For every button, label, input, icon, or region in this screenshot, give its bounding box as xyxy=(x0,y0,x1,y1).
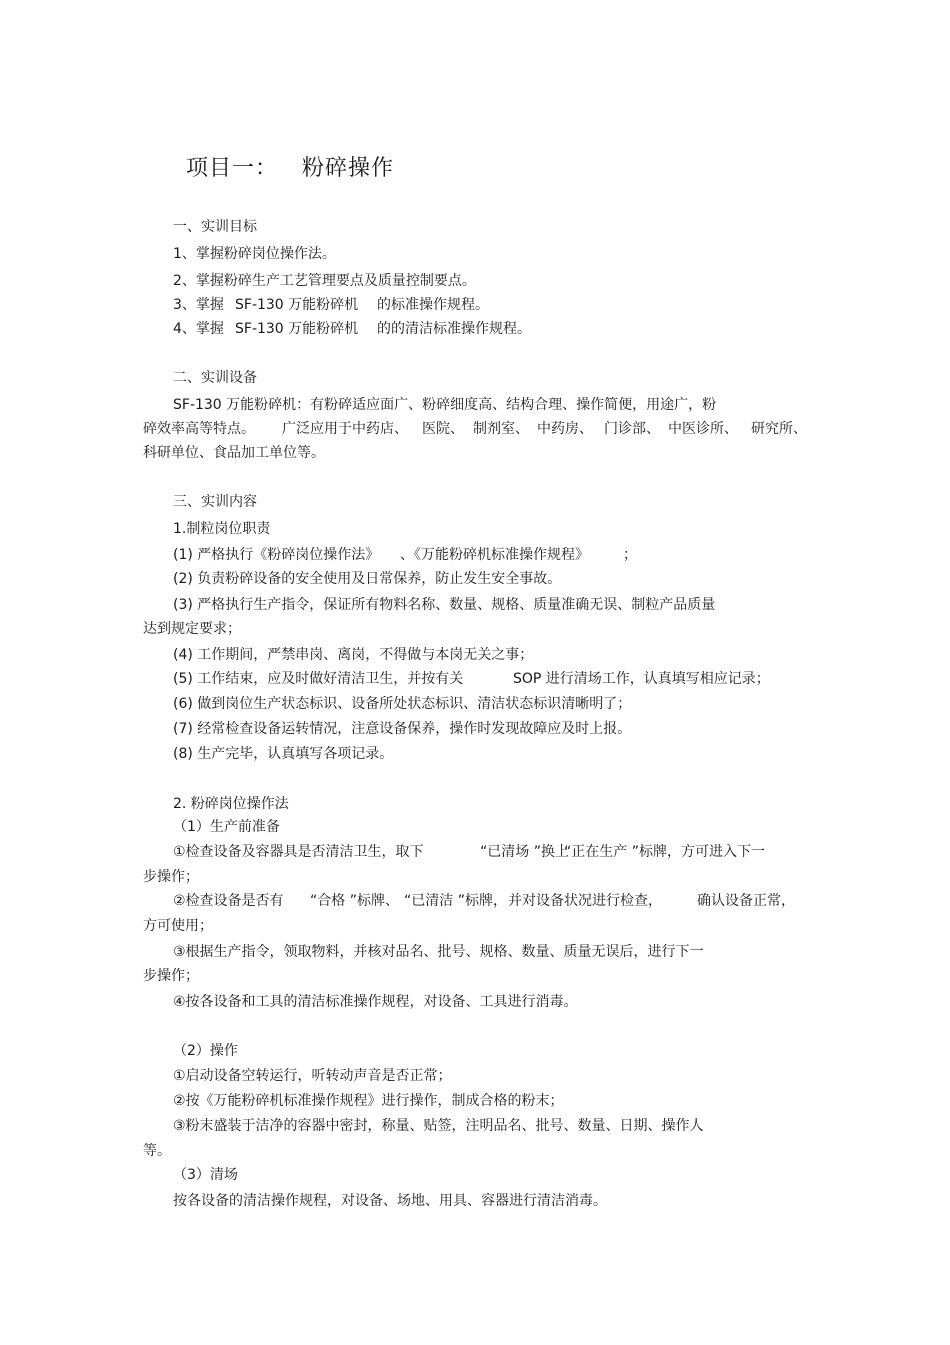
duty-item: (5) 工作结束，应及时做好清洁卫生，并按有关 SOP 进行清场工作，认真填写相应记录； xyxy=(173,671,770,687)
duty-item: (4) 工作期间，严禁串岗、离岗，不得做与本岗无关之事； xyxy=(173,647,534,663)
title-topic: 粉碎操作 xyxy=(302,156,395,181)
section-heading-equipment: 二、实训设备 xyxy=(173,370,257,386)
step-heading: （1）生产前准备 xyxy=(173,819,280,835)
step-item-continued: 步操作； xyxy=(143,968,199,984)
goal-item: 3、掌握 SF-130 万能粉碎机 的标准操作规程。 xyxy=(173,297,489,313)
goal-item: 4、掌握 SF-130 万能粉碎机 的的清洁标准操作规程。 xyxy=(173,321,531,337)
section-heading-content: 三、实训内容 xyxy=(173,494,257,510)
duty-item: (3) 严格执行生产指令，保证所有物料名称、数量、规格、质量准确无误、制粒产品质量 xyxy=(173,597,716,613)
paragraph-line: SF-130 万能粉碎机：有粉碎适应面广、粉碎细度高、结构合理、操作简便，用途广，粉 xyxy=(173,397,717,413)
step-item-continued: 步操作； xyxy=(143,869,199,885)
step-item: ①检查设备及容器具是否清洁卫生，取下 “已清场 ”换上“正在生产 ”标牌，方可进入下一 xyxy=(173,844,765,860)
duty-item: (7) 经常检查设备运转情况，注意设备保养，操作时发现故障应及时上报。 xyxy=(173,721,632,737)
step-item: ③粉末盛装于洁净的容器中密封，称量、贴签，注明品名、批号、数量、日期、操作人 xyxy=(173,1118,704,1134)
step-item: ①启动设备空转运行，听转动声音是否正常； xyxy=(173,1068,452,1084)
step-item: ②按《万能粉碎机标准操作规程》进行操作，制成合格的粉末； xyxy=(173,1093,564,1109)
goal-item: 1、掌握粉碎岗位操作法。 xyxy=(173,246,336,262)
page-title xyxy=(186,151,394,182)
step-item: 按各设备的清洁操作规程，对设备、场地、用具、容器进行清洁消毒。 xyxy=(173,1193,607,1209)
duty-item: (6) 做到岗位生产状态标识、设备所处状态标识、清洁状态标识清晰明了； xyxy=(173,696,632,712)
duty-item: (2) 负责粉碎设备的安全使用及日常保养，防止发生安全事故。 xyxy=(173,571,562,587)
step-item: ③根据生产指令，领取物料，并核对品名、批号、规格、数量、质量无误后，进行下一 xyxy=(173,944,704,960)
step-heading: （3）清场 xyxy=(173,1167,238,1183)
paragraph-line: 科研单位、食品加工单位等。 xyxy=(143,445,325,461)
goal-item: 2、掌握粉碎生产工艺管理要点及质量控制要点。 xyxy=(173,273,476,289)
step-heading: （2）操作 xyxy=(173,1043,238,1059)
subsection-heading: 2. 粉碎岗位操作法 xyxy=(173,796,289,812)
duty-item-continued: 达到规定要求； xyxy=(143,621,241,637)
step-item: ②检查设备是否有 “合格 ”标牌、 “已清洁 ”标牌，并对设备状况进行检查， 确认设备正常， xyxy=(173,893,795,909)
paragraph-line: 碎效率高等特点。 广泛应用于中药店、 医院、 制剂室、 中药房、 门诊部、 中医诊所、 研究所、 xyxy=(143,421,807,437)
section-heading-goals: 一、实训目标 xyxy=(173,219,257,235)
title-project: 项目一： xyxy=(186,156,279,181)
step-item-continued: 方可使用； xyxy=(143,918,213,934)
duty-item: (1) 严格执行《粉碎岗位操作法》 、《万能粉碎机标准操作规程》 ； xyxy=(173,547,637,563)
step-item-continued: 等。 xyxy=(143,1143,171,1159)
subsection-heading: 1.制粒岗位职责 xyxy=(173,521,271,537)
step-item: ④按各设备和工具的清洁标准操作规程，对设备、工具进行消毒。 xyxy=(173,994,578,1010)
duty-item: (8) 生产完毕，认真填写各项记录。 xyxy=(173,746,394,762)
